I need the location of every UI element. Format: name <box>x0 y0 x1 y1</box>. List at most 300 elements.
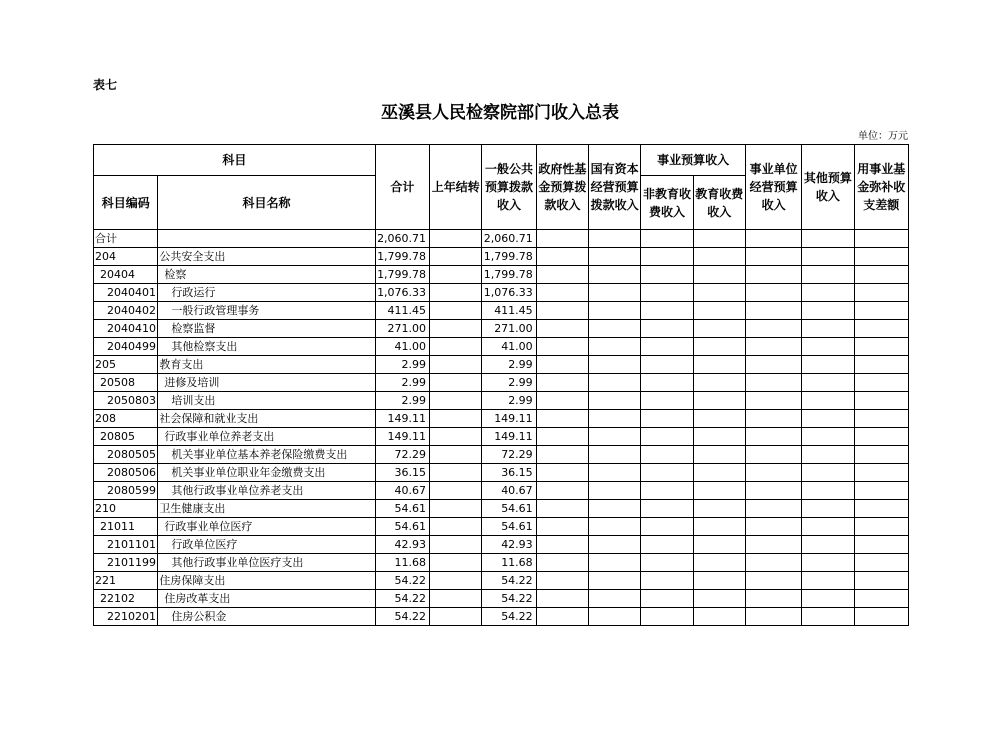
cell-name: 公共安全支出 <box>158 248 375 266</box>
cell-other <box>802 572 854 590</box>
cell-general-budget: 41.00 <box>482 338 536 356</box>
cell-fund-balance <box>854 248 908 266</box>
cell-gov-fund <box>536 500 588 518</box>
header-gov-fund: 政府性基金预算拨款收入 <box>536 145 588 230</box>
cell-business-unit <box>745 266 801 284</box>
header-fund-balance: 用事业基金弥补收支差额 <box>854 145 908 230</box>
cell-name: 卫生健康支出 <box>158 500 375 518</box>
header-subject-name: 科目名称 <box>158 176 375 230</box>
cell-fund-balance <box>854 482 908 500</box>
table-row <box>94 500 909 518</box>
cell-total: 42.93 <box>375 536 429 554</box>
cell-code: 2040410 <box>94 320 158 338</box>
cell-business-unit <box>745 518 801 536</box>
cell-state-capital <box>589 482 641 500</box>
cell-code: 2040499 <box>94 338 158 356</box>
table-row <box>94 266 909 284</box>
cell-general-budget: 54.22 <box>482 590 536 608</box>
cell-state-capital <box>589 248 641 266</box>
cell-edu-fee <box>693 410 745 428</box>
cell-state-capital <box>589 518 641 536</box>
cell-fund-balance <box>854 266 908 284</box>
table-row <box>94 590 909 608</box>
cell-name: 行政事业单位养老支出 <box>158 428 375 446</box>
cell-fund-balance <box>854 518 908 536</box>
table-row <box>94 284 909 302</box>
cell-business-unit <box>745 554 801 572</box>
cell-carryover <box>430 518 482 536</box>
cell-business-unit <box>745 500 801 518</box>
cell-code: 210 <box>94 500 158 518</box>
cell-code: 205 <box>94 356 158 374</box>
header-edu-fee: 教育收费收入 <box>693 176 745 230</box>
cell-business-unit <box>745 338 801 356</box>
cell-state-capital <box>589 392 641 410</box>
cell-other <box>802 590 854 608</box>
header-general-budget: 一般公共预算拨款收入 <box>482 145 536 230</box>
cell-edu-fee <box>693 320 745 338</box>
cell-general-budget: 271.00 <box>482 320 536 338</box>
cell-carryover <box>430 248 482 266</box>
cell-state-capital <box>589 464 641 482</box>
cell-code: 221 <box>94 572 158 590</box>
cell-carryover <box>430 302 482 320</box>
cell-general-budget: 2.99 <box>482 374 536 392</box>
cell-carryover <box>430 284 482 302</box>
table-row <box>94 536 909 554</box>
table-row <box>94 320 909 338</box>
cell-non-edu-fee <box>641 248 693 266</box>
cell-gov-fund <box>536 248 588 266</box>
cell-general-budget: 36.15 <box>482 464 536 482</box>
cell-carryover <box>430 320 482 338</box>
cell-gov-fund <box>536 446 588 464</box>
cell-other <box>802 554 854 572</box>
cell-state-capital <box>589 230 641 248</box>
cell-non-edu-fee <box>641 464 693 482</box>
cell-name: 其他检察支出 <box>158 338 375 356</box>
cell-fund-balance <box>854 338 908 356</box>
cell-general-budget: 2.99 <box>482 356 536 374</box>
cell-name: 行政运行 <box>158 284 375 302</box>
cell-carryover <box>430 572 482 590</box>
cell-code: 2050803 <box>94 392 158 410</box>
cell-other <box>802 518 854 536</box>
cell-carryover <box>430 446 482 464</box>
cell-total: 271.00 <box>375 320 429 338</box>
cell-total: 149.11 <box>375 410 429 428</box>
cell-carryover <box>430 482 482 500</box>
table-row <box>94 374 909 392</box>
cell-fund-balance <box>854 374 908 392</box>
cell-name: 行政单位医疗 <box>158 536 375 554</box>
cell-carryover <box>430 230 482 248</box>
cell-fund-balance <box>854 392 908 410</box>
cell-edu-fee <box>693 446 745 464</box>
cell-other <box>802 464 854 482</box>
cell-business-unit <box>745 464 801 482</box>
cell-general-budget: 2.99 <box>482 392 536 410</box>
cell-code: 20404 <box>94 266 158 284</box>
cell-business-unit <box>745 248 801 266</box>
cell-edu-fee <box>693 554 745 572</box>
table-row <box>94 410 909 428</box>
cell-state-capital <box>589 536 641 554</box>
cell-general-budget: 2,060.71 <box>482 230 536 248</box>
cell-name: 其他行政事业单位医疗支出 <box>158 554 375 572</box>
cell-other <box>802 536 854 554</box>
cell-other <box>802 356 854 374</box>
cell-non-edu-fee <box>641 518 693 536</box>
cell-other <box>802 320 854 338</box>
cell-code: 22102 <box>94 590 158 608</box>
cell-other <box>802 248 854 266</box>
cell-business-unit <box>745 284 801 302</box>
header-carryover: 上年结转 <box>430 145 482 230</box>
cell-code: 204 <box>94 248 158 266</box>
cell-non-edu-fee <box>641 302 693 320</box>
cell-gov-fund <box>536 518 588 536</box>
unit-label: 单位：万元 <box>858 131 908 142</box>
cell-code: 20508 <box>94 374 158 392</box>
cell-gov-fund <box>536 266 588 284</box>
cell-business-unit <box>745 536 801 554</box>
cell-business-unit <box>745 482 801 500</box>
cell-name: 机关事业单位职业年金缴费支出 <box>158 464 375 482</box>
header-state-capital: 国有资本经营预算拨款收入 <box>589 145 641 230</box>
cell-non-edu-fee <box>641 590 693 608</box>
cell-carryover <box>430 608 482 626</box>
cell-name <box>158 230 375 248</box>
table-row <box>94 518 909 536</box>
cell-code: 合计 <box>94 230 158 248</box>
cell-name: 一般行政管理事务 <box>158 302 375 320</box>
cell-edu-fee <box>693 248 745 266</box>
cell-business-unit <box>745 392 801 410</box>
cell-code: 2080599 <box>94 482 158 500</box>
cell-business-unit <box>745 302 801 320</box>
cell-gov-fund <box>536 572 588 590</box>
cell-general-budget: 54.22 <box>482 608 536 626</box>
cell-non-edu-fee <box>641 554 693 572</box>
cell-total: 54.22 <box>375 590 429 608</box>
cell-carryover <box>430 392 482 410</box>
cell-name: 进修及培训 <box>158 374 375 392</box>
cell-name: 检察 <box>158 266 375 284</box>
cell-non-edu-fee <box>641 392 693 410</box>
cell-gov-fund <box>536 284 588 302</box>
cell-fund-balance <box>854 446 908 464</box>
cell-gov-fund <box>536 392 588 410</box>
cell-edu-fee <box>693 230 745 248</box>
cell-other <box>802 284 854 302</box>
header-total: 合计 <box>375 145 429 230</box>
cell-edu-fee <box>693 482 745 500</box>
table-row <box>94 428 909 446</box>
cell-general-budget: 40.67 <box>482 482 536 500</box>
cell-fund-balance <box>854 590 908 608</box>
cell-state-capital <box>589 428 641 446</box>
cell-total: 2.99 <box>375 374 429 392</box>
cell-non-edu-fee <box>641 338 693 356</box>
cell-total: 1,799.78 <box>375 248 429 266</box>
cell-name: 机关事业单位基本养老保险缴费支出 <box>158 446 375 464</box>
cell-total: 40.67 <box>375 482 429 500</box>
cell-gov-fund <box>536 554 588 572</box>
table-row <box>94 572 909 590</box>
cell-general-budget: 72.29 <box>482 446 536 464</box>
cell-name: 行政事业单位医疗 <box>158 518 375 536</box>
cell-non-edu-fee <box>641 428 693 446</box>
cell-business-unit <box>745 230 801 248</box>
cell-other <box>802 392 854 410</box>
cell-other <box>802 446 854 464</box>
cell-general-budget: 42.93 <box>482 536 536 554</box>
cell-state-capital <box>589 338 641 356</box>
cell-non-edu-fee <box>641 356 693 374</box>
cell-general-budget: 54.61 <box>482 518 536 536</box>
header-subject-code: 科目编码 <box>94 176 158 230</box>
cell-gov-fund <box>536 356 588 374</box>
cell-gov-fund <box>536 302 588 320</box>
table-label: 表七 <box>93 78 118 92</box>
cell-fund-balance <box>854 536 908 554</box>
header-business-unit: 事业单位经营预算收入 <box>745 145 801 230</box>
cell-total: 411.45 <box>375 302 429 320</box>
cell-gov-fund <box>536 410 588 428</box>
cell-gov-fund <box>536 428 588 446</box>
cell-non-edu-fee <box>641 284 693 302</box>
cell-other <box>802 482 854 500</box>
cell-edu-fee <box>693 338 745 356</box>
cell-business-unit <box>745 446 801 464</box>
cell-general-budget: 1,076.33 <box>482 284 536 302</box>
cell-code: 208 <box>94 410 158 428</box>
cell-general-budget: 149.11 <box>482 410 536 428</box>
cell-fund-balance <box>854 302 908 320</box>
cell-code: 2040401 <box>94 284 158 302</box>
cell-gov-fund <box>536 320 588 338</box>
cell-fund-balance <box>854 554 908 572</box>
cell-carryover <box>430 356 482 374</box>
cell-general-budget: 54.22 <box>482 572 536 590</box>
cell-state-capital <box>589 302 641 320</box>
cell-total: 72.29 <box>375 446 429 464</box>
cell-total: 36.15 <box>375 464 429 482</box>
cell-fund-balance <box>854 608 908 626</box>
cell-name: 培训支出 <box>158 392 375 410</box>
cell-gov-fund <box>536 374 588 392</box>
table-row <box>94 392 909 410</box>
cell-non-edu-fee <box>641 608 693 626</box>
cell-edu-fee <box>693 464 745 482</box>
table-row <box>94 230 909 248</box>
cell-carryover <box>430 266 482 284</box>
table-row <box>94 608 909 626</box>
cell-other <box>802 500 854 518</box>
table-row <box>94 464 909 482</box>
cell-other <box>802 410 854 428</box>
cell-state-capital <box>589 608 641 626</box>
cell-fund-balance <box>854 410 908 428</box>
income-table <box>93 144 909 626</box>
cell-code: 2210201 <box>94 608 158 626</box>
table-row <box>94 338 909 356</box>
cell-business-unit <box>745 590 801 608</box>
cell-other <box>802 266 854 284</box>
cell-non-edu-fee <box>641 500 693 518</box>
cell-edu-fee <box>693 374 745 392</box>
cell-other <box>802 608 854 626</box>
cell-non-edu-fee <box>641 230 693 248</box>
cell-edu-fee <box>693 572 745 590</box>
cell-carryover <box>430 536 482 554</box>
cell-total: 54.22 <box>375 608 429 626</box>
cell-fund-balance <box>854 464 908 482</box>
cell-business-unit <box>745 320 801 338</box>
header-other: 其他预算收入 <box>802 145 854 230</box>
cell-fund-balance <box>854 230 908 248</box>
cell-edu-fee <box>693 302 745 320</box>
cell-general-budget: 149.11 <box>482 428 536 446</box>
cell-gov-fund <box>536 464 588 482</box>
cell-fund-balance <box>854 284 908 302</box>
cell-fund-balance <box>854 320 908 338</box>
cell-general-budget: 1,799.78 <box>482 266 536 284</box>
cell-business-unit <box>745 572 801 590</box>
page-title: 巫溪县人民检察院部门收入总表 <box>381 103 619 123</box>
cell-name: 住房改革支出 <box>158 590 375 608</box>
cell-gov-fund <box>536 590 588 608</box>
cell-general-budget: 11.68 <box>482 554 536 572</box>
cell-total: 41.00 <box>375 338 429 356</box>
cell-edu-fee <box>693 536 745 554</box>
cell-carryover <box>430 374 482 392</box>
cell-code: 2101199 <box>94 554 158 572</box>
cell-edu-fee <box>693 428 745 446</box>
cell-other <box>802 302 854 320</box>
cell-state-capital <box>589 374 641 392</box>
table-row <box>94 302 909 320</box>
cell-name: 检察监督 <box>158 320 375 338</box>
table-row <box>94 446 909 464</box>
cell-name: 社会保障和就业支出 <box>158 410 375 428</box>
cell-state-capital <box>589 356 641 374</box>
cell-carryover <box>430 410 482 428</box>
cell-carryover <box>430 464 482 482</box>
cell-edu-fee <box>693 608 745 626</box>
cell-carryover <box>430 338 482 356</box>
cell-name: 其他行政事业单位养老支出 <box>158 482 375 500</box>
table-body <box>94 230 909 626</box>
cell-non-edu-fee <box>641 374 693 392</box>
cell-non-edu-fee <box>641 410 693 428</box>
cell-name: 住房保障支出 <box>158 572 375 590</box>
cell-total: 1,076.33 <box>375 284 429 302</box>
cell-edu-fee <box>693 590 745 608</box>
cell-total: 2.99 <box>375 356 429 374</box>
cell-code: 20805 <box>94 428 158 446</box>
cell-edu-fee <box>693 392 745 410</box>
cell-gov-fund <box>536 230 588 248</box>
cell-state-capital <box>589 284 641 302</box>
cell-total: 54.61 <box>375 518 429 536</box>
cell-business-unit <box>745 374 801 392</box>
cell-fund-balance <box>854 428 908 446</box>
cell-general-budget: 411.45 <box>482 302 536 320</box>
cell-other <box>802 338 854 356</box>
cell-business-unit <box>745 356 801 374</box>
cell-state-capital <box>589 410 641 428</box>
cell-other <box>802 428 854 446</box>
cell-other <box>802 374 854 392</box>
cell-business-unit <box>745 608 801 626</box>
cell-code: 2040402 <box>94 302 158 320</box>
cell-code: 21011 <box>94 518 158 536</box>
table-row <box>94 482 909 500</box>
cell-fund-balance <box>854 356 908 374</box>
cell-state-capital <box>589 500 641 518</box>
cell-total: 11.68 <box>375 554 429 572</box>
cell-state-capital <box>589 554 641 572</box>
cell-gov-fund <box>536 536 588 554</box>
cell-code: 2080505 <box>94 446 158 464</box>
cell-edu-fee <box>693 266 745 284</box>
cell-state-capital <box>589 266 641 284</box>
cell-non-edu-fee <box>641 266 693 284</box>
cell-gov-fund <box>536 608 588 626</box>
cell-state-capital <box>589 590 641 608</box>
header-subject: 科目 <box>94 145 376 176</box>
cell-non-edu-fee <box>641 482 693 500</box>
cell-carryover <box>430 590 482 608</box>
cell-non-edu-fee <box>641 572 693 590</box>
table-row <box>94 554 909 572</box>
cell-fund-balance <box>854 572 908 590</box>
cell-carryover <box>430 428 482 446</box>
cell-general-budget: 54.61 <box>482 500 536 518</box>
cell-fund-balance <box>854 500 908 518</box>
cell-gov-fund <box>536 482 588 500</box>
cell-total: 1,799.78 <box>375 266 429 284</box>
cell-general-budget: 1,799.78 <box>482 248 536 266</box>
cell-name: 教育支出 <box>158 356 375 374</box>
cell-total: 2.99 <box>375 392 429 410</box>
cell-edu-fee <box>693 518 745 536</box>
cell-gov-fund <box>536 338 588 356</box>
cell-business-unit <box>745 410 801 428</box>
cell-total: 54.22 <box>375 572 429 590</box>
cell-state-capital <box>589 446 641 464</box>
cell-state-capital <box>589 572 641 590</box>
table-row <box>94 356 909 374</box>
cell-total: 149.11 <box>375 428 429 446</box>
cell-other <box>802 230 854 248</box>
cell-non-edu-fee <box>641 446 693 464</box>
cell-edu-fee <box>693 356 745 374</box>
header-business-budget: 事业预算收入 <box>641 145 746 176</box>
cell-carryover <box>430 500 482 518</box>
cell-non-edu-fee <box>641 536 693 554</box>
cell-code: 2080506 <box>94 464 158 482</box>
cell-non-edu-fee <box>641 320 693 338</box>
cell-code: 2101101 <box>94 536 158 554</box>
cell-carryover <box>430 554 482 572</box>
cell-state-capital <box>589 320 641 338</box>
cell-business-unit <box>745 428 801 446</box>
cell-edu-fee <box>693 500 745 518</box>
cell-edu-fee <box>693 284 745 302</box>
